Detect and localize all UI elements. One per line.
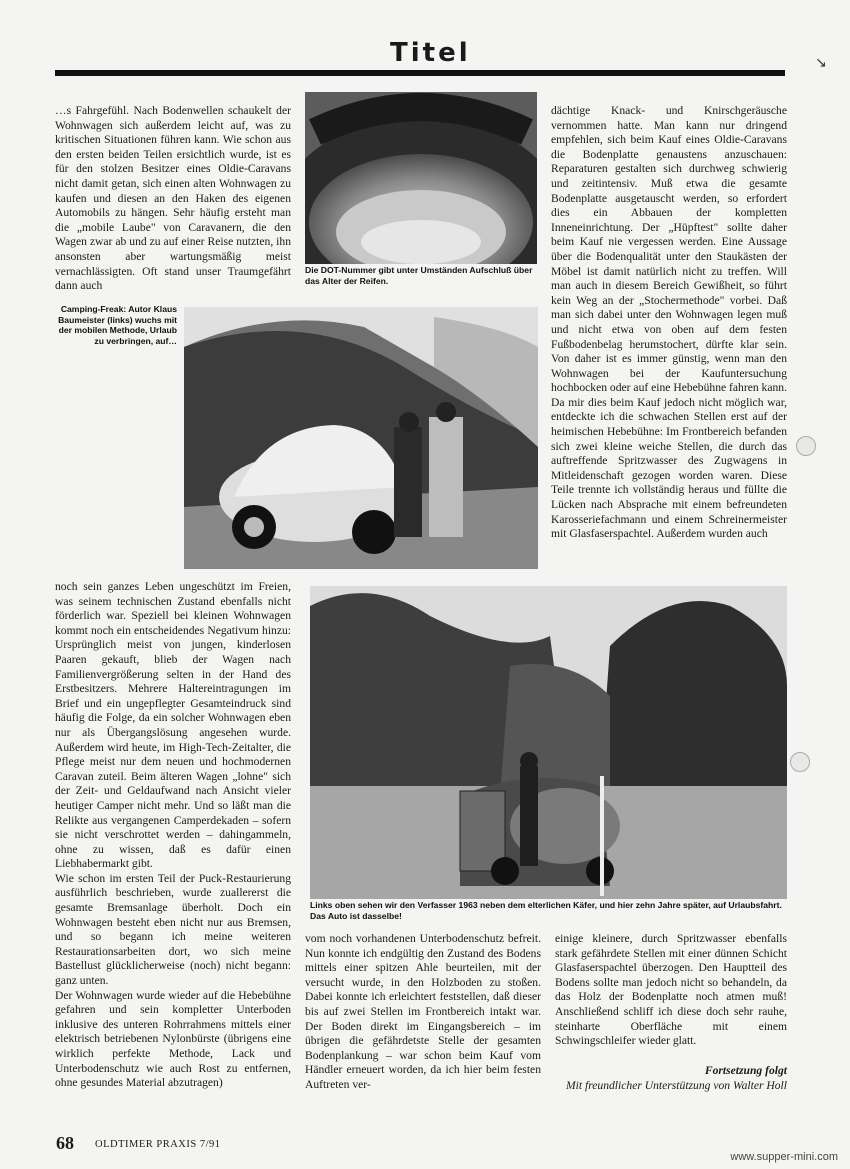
article-paragraph: Der Wohnwagen wurde wieder auf die Hebebühne gefahren und sein kompletter Unterboden inklusive des unteren Rohrrahmens mittels einer elektrisch betriebenen Nylonbürste (übrigens eine wirklich perfekte Methode, Lack und Unterbodenschutz wie auch Rost zu entfernen, ohne gesundes Material abzutragen) (55, 988, 291, 1090)
tire-photo (305, 92, 537, 264)
binder-hole-icon (790, 752, 810, 772)
article-column-mid-bottom (305, 932, 541, 1137)
continued-note: Fortsetzung folgt (704, 1064, 787, 1077)
article-column-left-top (55, 104, 291, 304)
binder-hole-icon (796, 436, 816, 456)
article-paragraph: …s Fahrgefühl. Nach Bodenwellen schaukelt der Wohnwagen sich außerdem leicht auf, was zu kritischen Situationen führen kann. Wie schon aus den ersten beiden Teilen ersichtlich wurde, ist es für den stolzen Besitzer eines Oldie-Caravans nicht damit getan, sich einen alten Wohnwagen zu kaufen und diesen an den Haken des eigenen Automobils zu hängen. Sehr häufig ersteht man die „mobile Laube" von Caravanern, die den Wagen zwar ab und zu auf einer Reise nutzten, ihn ansonsten aber wartungsmäßig meist vernachlässigten. Oft stand unser Traumgefährt dann auch (55, 104, 291, 293)
magazine-issue: OLDTIMER PRAXIS 7/91 (95, 1139, 221, 1150)
section-title: Titel (390, 38, 471, 68)
article-paragraph: Wie schon im ersten Teil der Puck-Restaurierung ausführlich beschrieben, wurde zuallererst die gesamte Bremsanlage überholt. Doch ein Wohnwagen besteht eben nicht nur aus Bremsen, und so begann ich meine weiteren Restaurationsarbeiten dort, wo sich meine Bastellust glücklicherweise (noch) nicht begann: ganz unten. (55, 871, 291, 988)
article-column-right-bottom (555, 932, 787, 1062)
camping-caption: Camping-Freak: Autor Klaus Baumeister (links) wuchs mit der mobilen Methode, Urlaub zu verbringen, auf… (58, 304, 177, 346)
camping-photo (184, 307, 538, 569)
article-column-right-top (551, 104, 787, 576)
header-rule (55, 70, 785, 76)
corner-mark-icon: ↘ (815, 55, 827, 71)
article-paragraph: dächtige Knack- und Knirschgeräusche vernommen hatte. Man kann nur dringend empfehlen, sich beim Kauf eines Oldie-Caravans die Bodenplatte genaustens anzuschauen: Reparaturen gestalten sich durchweg schwierig und zeitintensiv. Muß etwa die gesamte Bodenplatte ausgetauscht werden, so erfordert dies ein Abbauen der kompletten Inneneinrichtung. Der „Hüpftest" sollte daher beim Kauf nie vergessen werden. Eine Aussage über die Bodenqualität unter den Staukästen der Möbel ist damit natürlich nicht zu treffen. Will man auch in diesem Bereich Gewißheit, so führt kein Weg an der „Stochermethode" vorbei. Daß man sich dabei unter den Wohnwagen legen muß und nicht etwa von oben auf dem festen Fußbodenbelag herumstochert, dürfte klar sein. Von daher ist es immer günstig, wenn man den Wohnwagen bei der Kaufuntersuchung hochbocken oder auf eine Hebebühne fahren kann. Da mir dies beim Kauf jedoch nicht möglich war, entdeckte ich die schwachen Stellen erst auf der heimischen Hebebühne: Im Frontbereich befanden sich zwei kleine weiche Stellen, die durch das auftreffende Spritzwasser des Zugwagens in Mitleidenschaft gezogen worden waren. Diese Teile trennte ich vollständig heraus und füllte die Lücken nach Absprache mit einem befreundeten Karosseriefachmann und einem Schreinermeister mit Glasfaserspachtel. Außerdem wurden auch (551, 104, 787, 541)
article-paragraph: vom noch vorhandenen Unterbodenschutz befreit. Nun konnte ich endgültig den Zustand des Bodens mittels einer spitzen Ahle beurteilen, mit der versucht wurde, in den Holzboden zu stoßen. Dabei konnte ich erleichtert feststellen, daß dieser bis auf zwei Stellen im Frontbereich intakt war. Der Boden direkt im Eingangsbereich – im übrigen die gefährdetste Stelle der gesamten Bodenplankung – war schon beim Kauf vom Händler erneuert worden, da ich hier beim festen Auftreten ver- (305, 932, 541, 1091)
article-paragraph: einige kleinere, durch Spritzwasser ebenfalls stark gefährdete Stellen mit einer dünnen Schicht Glasfaserspachtel überzogen. Den Hauptteil des Bodens sollte man jedoch nicht so behandeln, da das Holz der Bodenplatte noch atmen muß! Anschließend schliff ich diese doch sehr rauhe, steinharte Oberfläche mit einem Schwingschleifer wieder glatt. (555, 932, 787, 1048)
tire-caption: Die DOT-Nummer gibt unter Umständen Aufschluß über das Alter der Reifen. (305, 265, 533, 286)
article-paragraph: noch sein ganzes Leben ungeschützt im Freien, was seinem technischen Zustand ebenfalls nicht förderlich war. Speziell bei kleinen Wohnwagen kommt noch ein entscheidendes Negativum hinzu: Ursprünglich meist von jungen, kinderlosen Paaren gekauft, blieb der Wagen nach Familienvergrößerung selten in der Hand des Erstbesitzers. Mehrere Haltereintragungen im Brief und ein ungepflegter Gesamteindruck sind häufig die Folge, da ein solcher Wohnwagen eben nur als Übergangslösung angesehen wurde. Außerdem wird heute, im High-Tech-Zeitalter, die Pflege meist nur dem neuen und hochmodernen Caravan zuteil. Beim älteren Wagen „lohne" sich der Zeit- und Geldaufwand nach Ansicht vieler heutiger Camper nicht mehr. Und so läßt man die Relikte aus vergangenen Camperdekaden – sofern sie nicht verschrottet werden – dahingammeln, ohne zu wissen, daß es dafür einen Liebhabermarkt gibt. (55, 580, 291, 871)
thanks-note: Mit freundlicher Unterstützung von Walter Holl (565, 1079, 787, 1092)
field-caption: Links oben sehen wir den Verfasser 1963 neben dem elterlichen Käfer, und hier zehn Jahre später, auf Urlaubsfahrt. Das Auto ist dasselbe! (310, 900, 782, 921)
article-signoff (555, 1063, 787, 1093)
page-number: 68 (56, 1133, 74, 1153)
source-watermark: www.supper-mini.com (730, 1151, 838, 1163)
article-column-left-bottom (55, 580, 291, 1128)
field-photo (310, 586, 787, 899)
